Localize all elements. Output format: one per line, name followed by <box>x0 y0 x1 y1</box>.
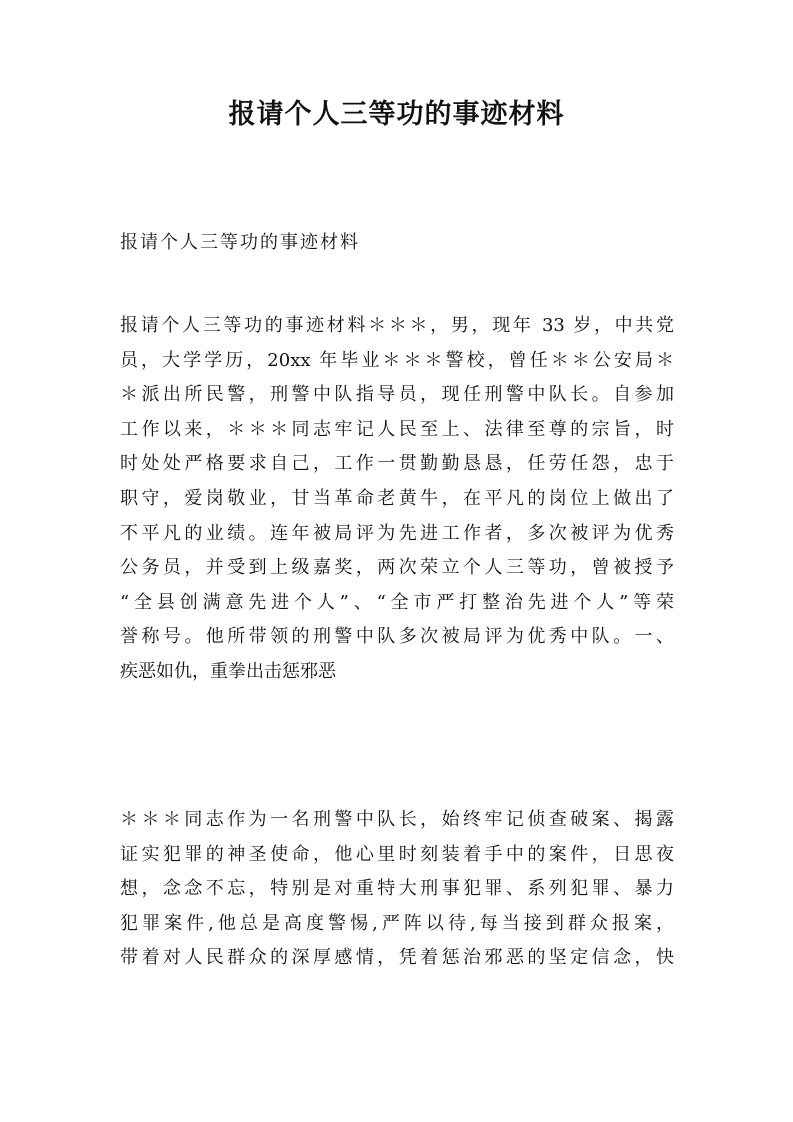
paragraph-line: ＊派出所民警，刑警中队指导员，现任刑警中队长。自参加 <box>120 384 674 406</box>
paragraph-line: 想，念念不忘，特别是对重特大刑事犯罪、系列犯罪、暴力 <box>120 878 674 900</box>
paragraph-line: 带着对人民群众的深厚感情，凭着惩治邪恶的坚定信念，快 <box>120 947 674 969</box>
paragraph-line: 疾恶如仇，重拳出击惩邪恶 <box>120 660 336 682</box>
paragraph-line: ＊＊＊同志作为一名刑警中队长，始终牢记侦查破案、揭露 <box>120 809 674 830</box>
paragraph-line: 证实犯罪的神圣使命，他心里时刻装着手中的案件，日思夜 <box>120 843 674 865</box>
paragraph-line: 不平凡的业绩。连年被局评为先进工作者，多次被评为优秀 <box>120 522 674 544</box>
paragraph-line: 公务员，并受到上级嘉奖，两次荣立个人三等功，曾被授予 <box>120 557 674 579</box>
paragraph-line: 誉称号。他所带领的刑警中队多次被局评为优秀中队。一、 <box>120 626 674 648</box>
paragraph-line: “全县创满意先进个人”、“全市严打整治先进个人”等荣 <box>120 591 674 613</box>
document-subheading: 报请个人三等功的事迹材料 <box>120 232 360 253</box>
paragraph-line: 报请个人三等功的事迹材料＊＊＊，男，现年 33 岁，中共党 <box>120 315 674 336</box>
paragraph-line: 犯罪案件,他总是高度警惕,严阵以待,每当接到群众报案， <box>120 912 674 934</box>
paragraph-line: 员，大学学历，20xx 年毕业＊＊＊警校，曾任＊＊公安局＊ <box>120 349 674 371</box>
document-title: 报请个人三等功的事迹材料 <box>228 99 565 130</box>
paragraph-line: 职守，爱岗敬业，甘当革命老黄牛，在平凡的岗位上做出了 <box>120 487 674 509</box>
paragraph-line: 时处处严格要求自己，工作一贯勤勤恳恳，任劳任怨，忠于 <box>120 453 674 475</box>
paragraph-line: 工作以来，＊＊＊同志牢记人民至上、法律至尊的宗旨，时 <box>120 418 674 440</box>
paragraph-1 <box>120 309 674 690</box>
paragraph-2 <box>120 803 674 976</box>
